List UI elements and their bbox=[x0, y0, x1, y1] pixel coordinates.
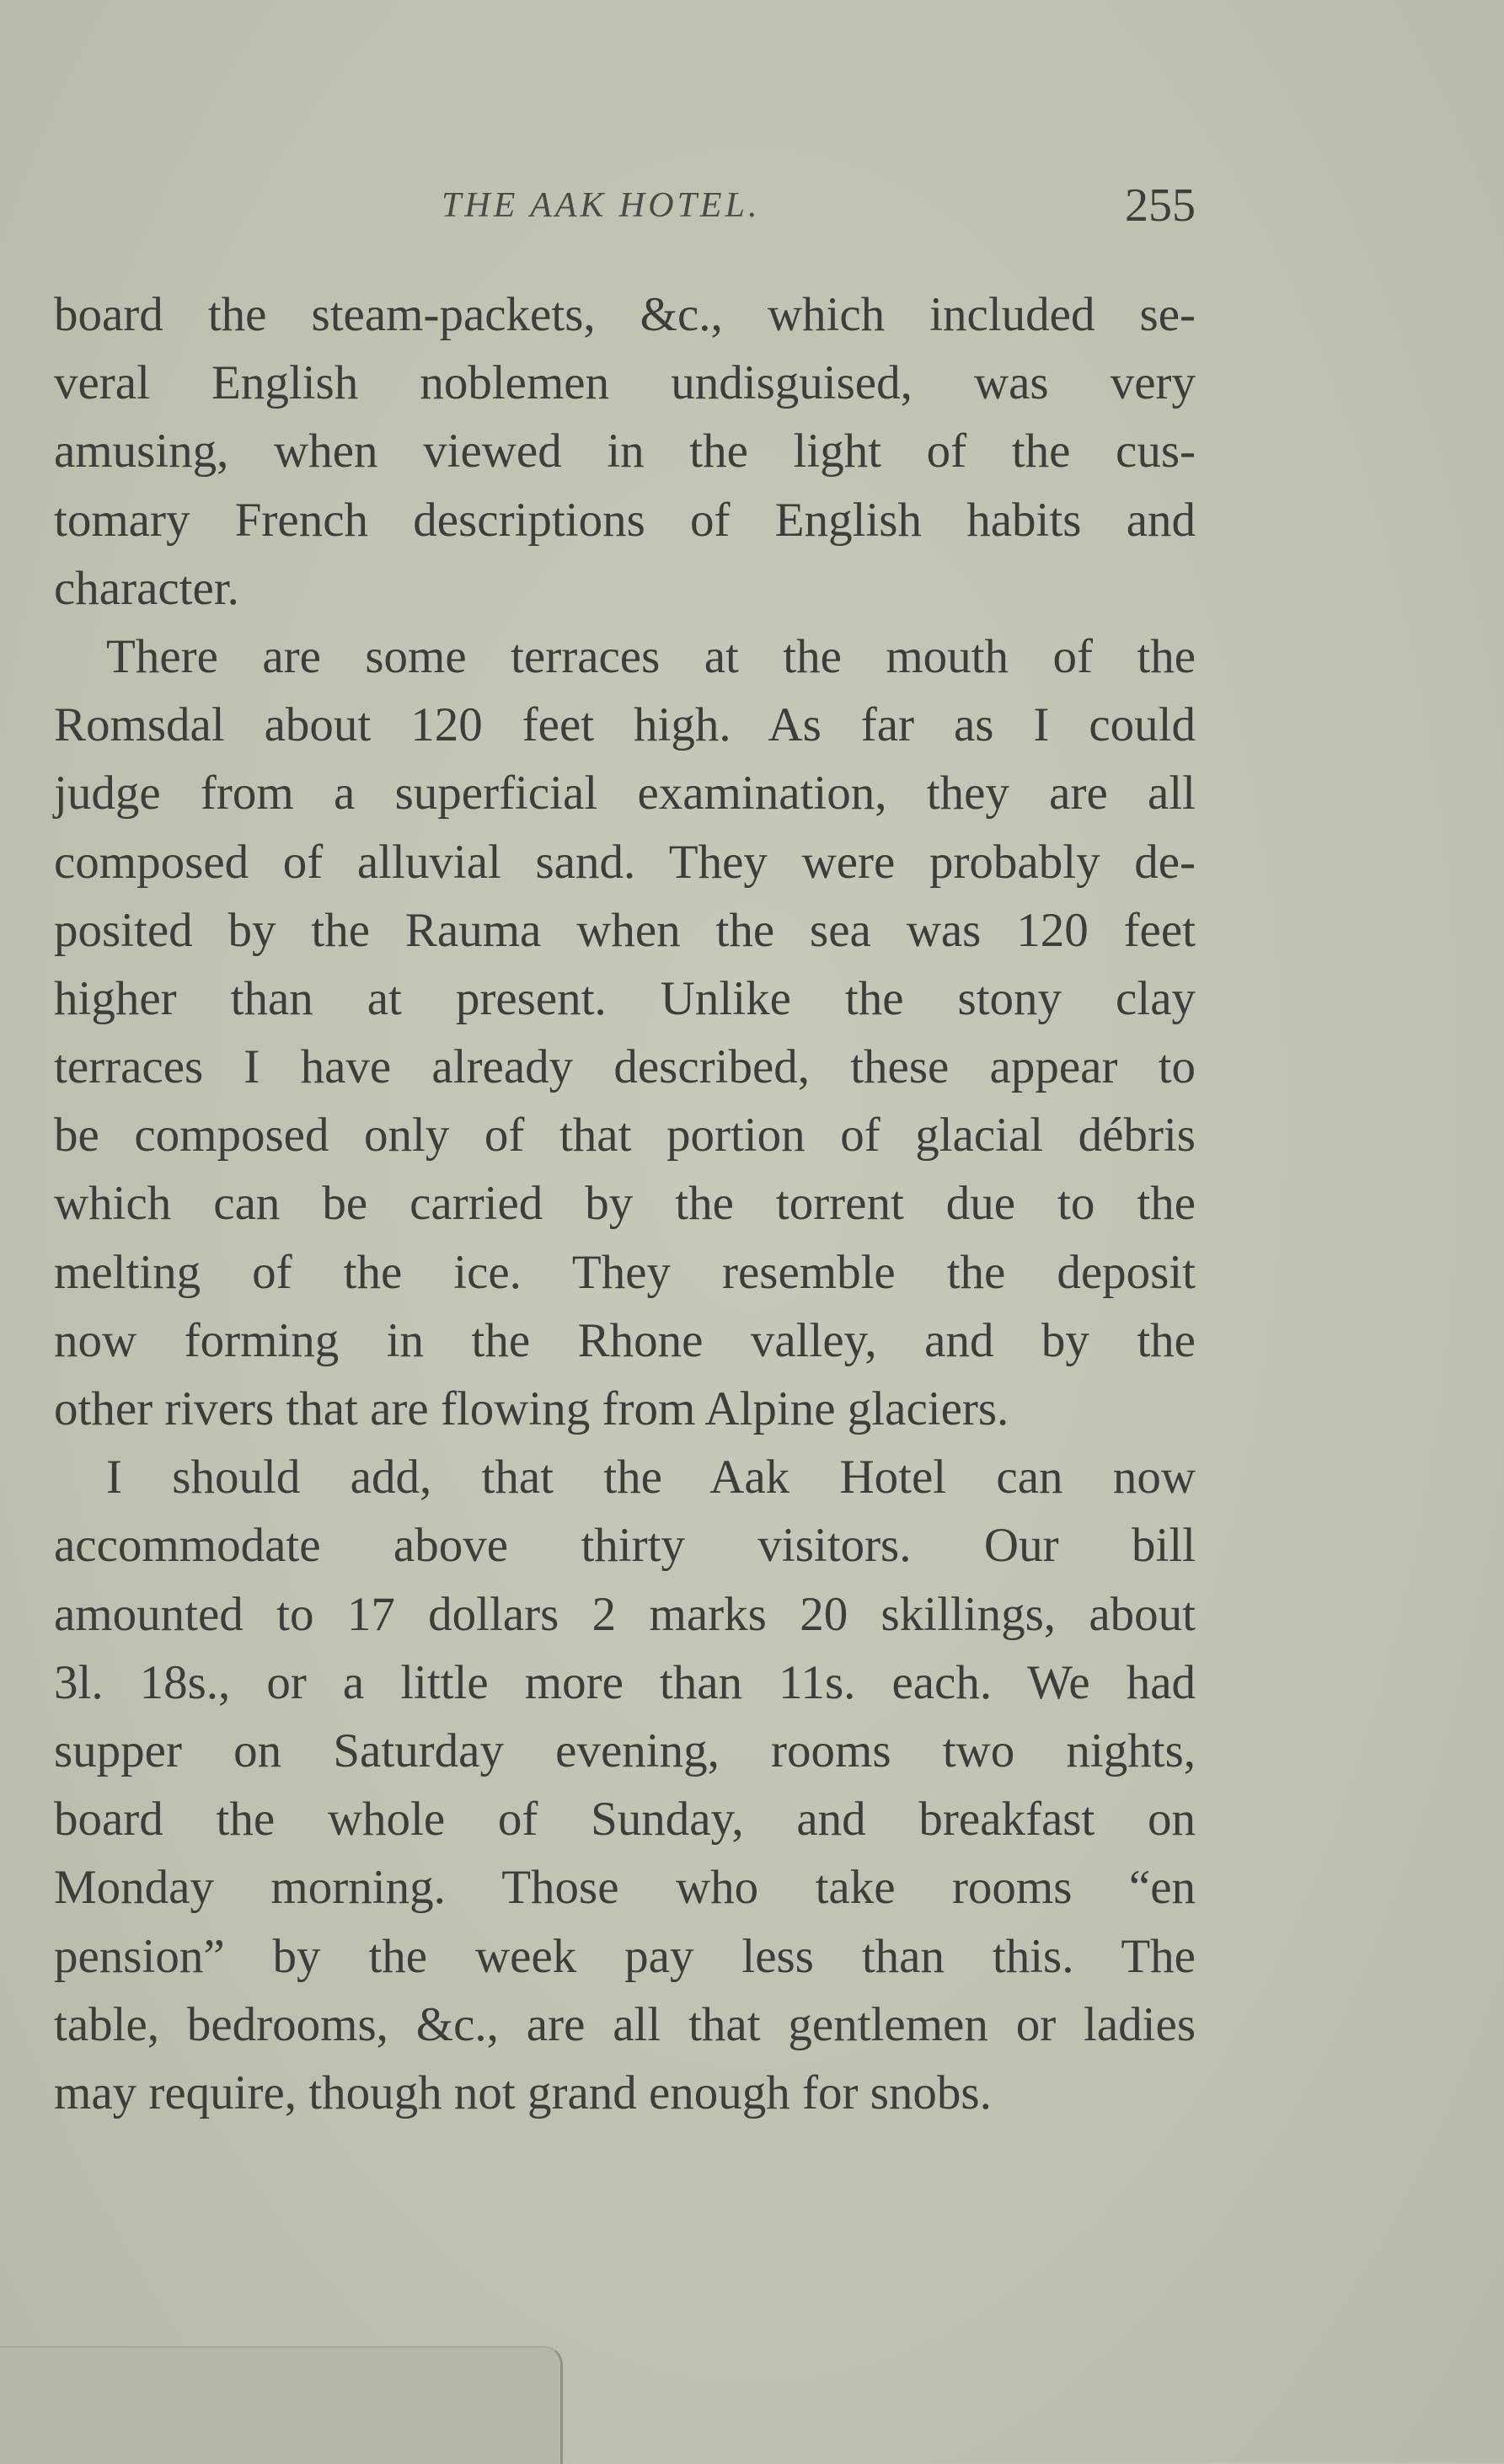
library-plate-mark bbox=[0, 2346, 563, 2464]
text-line: pension” by the week pay less than this. The bbox=[54, 1929, 1196, 1983]
text-line: which can be carried by the torrent due to the bbox=[54, 1177, 1196, 1231]
text-line: judge from a superficial examination, they are all bbox=[54, 767, 1196, 820]
text-line: tomary French descriptions of English habits and bbox=[54, 493, 1196, 547]
text-line: veral English noblemen undisguised, was very bbox=[54, 356, 1196, 410]
text-line: melting of the ice. They resemble the deposit bbox=[54, 1245, 1196, 1299]
page-header bbox=[54, 179, 1196, 238]
text-line: may require, though not grand enough for snobs. bbox=[54, 2066, 992, 2119]
text-line: amounted to 17 dollars 2 marks 20 skillings, about bbox=[54, 1587, 1196, 1641]
text-line: character. bbox=[54, 561, 239, 615]
text-line: 3l. 18s., or a little more than 11s. each. We had bbox=[54, 1655, 1196, 1709]
text-line: other rivers that are flowing from Alpine glaciers. bbox=[54, 1382, 1009, 1435]
text-line: board the whole of Sunday, and breakfast on bbox=[54, 1793, 1196, 1847]
text-line: table, bedrooms, &c., are all that gentlemen or ladies bbox=[54, 1997, 1196, 2051]
text-line: be composed only of that portion of glacial débris bbox=[54, 1109, 1196, 1163]
text-line: terraces I have already described, these appear to bbox=[54, 1040, 1196, 1094]
text-line: posited by the Rauma when the sea was 120 feet bbox=[54, 903, 1196, 957]
text-line: composed of alluvial sand. They were probably de- bbox=[54, 835, 1196, 889]
text-line: supper on Saturday evening, rooms two nights, bbox=[54, 1724, 1196, 1777]
page-number: 255 bbox=[1125, 179, 1196, 232]
text-line: Romsdal about 120 feet high. As far as I could bbox=[54, 698, 1196, 752]
text-line: I should add, that the Aak Hotel can now bbox=[106, 1451, 1196, 1505]
paragraph-3 bbox=[54, 1443, 1196, 2127]
text-line: Monday morning. Those who take rooms “en bbox=[54, 1861, 1196, 1915]
body-text bbox=[54, 281, 1196, 2127]
paragraph-1 bbox=[54, 281, 1196, 623]
text-line: There are some terraces at the mouth of the bbox=[106, 629, 1196, 683]
text-line: higher than at present. Unlike the stony clay bbox=[54, 971, 1196, 1025]
text-line: accommodate above thirty visitors. Our bill bbox=[54, 1519, 1196, 1573]
running-title: THE AAK HOTEL. bbox=[442, 186, 761, 225]
text-line: amusing, when viewed in the light of the cus- bbox=[54, 425, 1196, 478]
text-line: now forming in the Rhone valley, and by the bbox=[54, 1313, 1196, 1367]
paragraph-2 bbox=[54, 623, 1196, 1443]
text-line: board the steam-packets, &c., which included se- bbox=[54, 288, 1196, 341]
